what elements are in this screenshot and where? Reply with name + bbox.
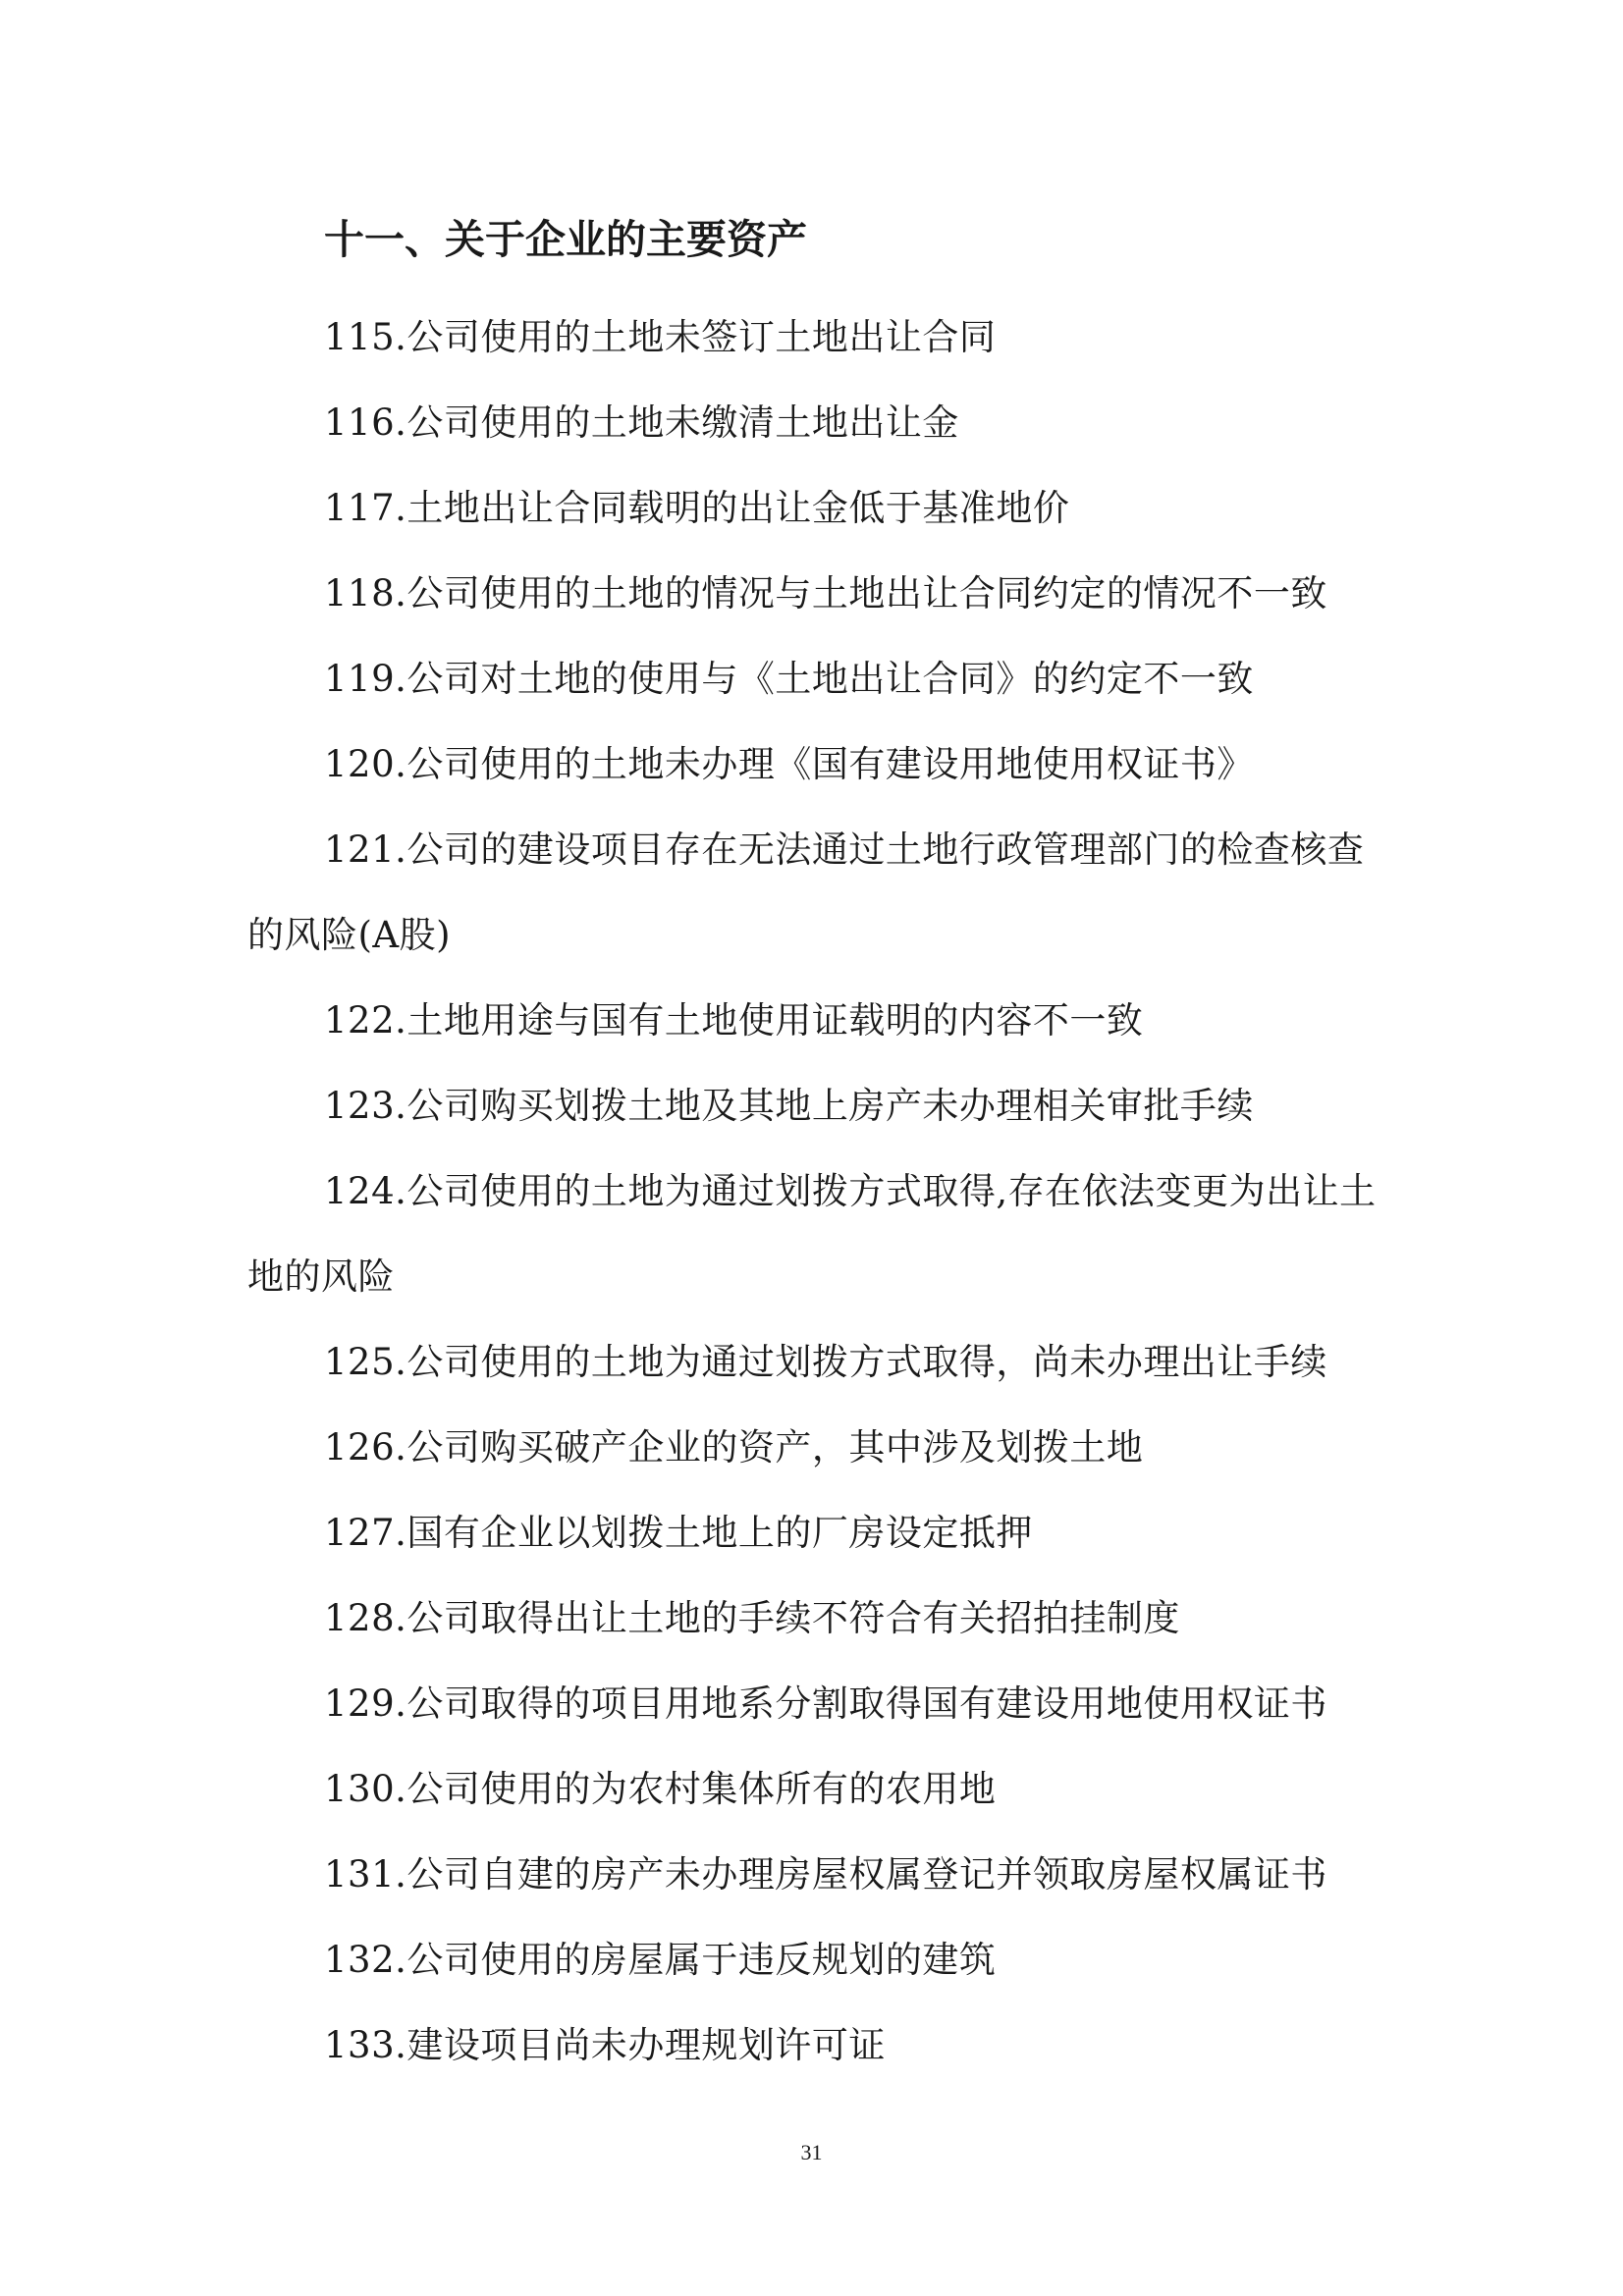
list-item: 132.公司使用的房屋属于违反规划的建筑 xyxy=(324,1939,997,1981)
list-item: 127.国有企业以划拨土地上的厂房设定抵押 xyxy=(324,1512,1033,1554)
list-item: 120.公司使用的土地未办理《国有建设用地使用权证书》 xyxy=(324,743,1254,785)
list-item: 133.建设项目尚未办理规划许可证 xyxy=(324,2024,886,2066)
list-item: 119.公司对土地的使用与《土地出让合同》的约定不一致 xyxy=(324,658,1254,700)
section-heading: 十一、关于企业的主要资产 xyxy=(324,216,807,263)
page-number: 31 xyxy=(800,2140,823,2164)
list-item: 121.公司的建设项目存在无法通过土地行政管理部门的检查核查的风险(A股) xyxy=(247,828,1365,956)
list-item: 126.公司购买破产企业的资产，其中涉及划拨土地 xyxy=(324,1426,1144,1468)
list-item: 131.公司自建的房产未办理房屋权属登记并领取房屋权属证书 xyxy=(324,1853,1327,1896)
list-item: 123.公司购买划拨土地及其地上房产未办理相关审批手续 xyxy=(324,1085,1254,1127)
list-item: 122.土地用途与国有土地使用证载明的内容不一致 xyxy=(324,999,1144,1041)
list-item: 117.土地出让合同载明的出让金低于基准地价 xyxy=(324,487,1070,529)
list-item: 129.公司取得的项目用地系分割取得国有建设用地使用权证书 xyxy=(324,1682,1327,1725)
list-item: 115.公司使用的土地未签订土地出让合同 xyxy=(324,316,997,358)
list-item: 130.公司使用的为农村集体所有的农用地 xyxy=(324,1768,997,1810)
list-item: 124.公司使用的土地为通过划拨方式取得,存在依法变更为出让土地的风险 xyxy=(247,1170,1377,1298)
list-item: 125.公司使用的土地为通过划拨方式取得，尚未办理出让手续 xyxy=(324,1341,1327,1383)
list-item: 116.公司使用的土地未缴清土地出让金 xyxy=(324,401,959,444)
asset-issue-list xyxy=(247,294,1386,2088)
list-item: 128.公司取得出让土地的手续不符合有关招拍挂制度 xyxy=(324,1597,1180,1639)
list-item: 118.公司使用的土地的情况与土地出让合同约定的情况不一致 xyxy=(324,572,1327,614)
